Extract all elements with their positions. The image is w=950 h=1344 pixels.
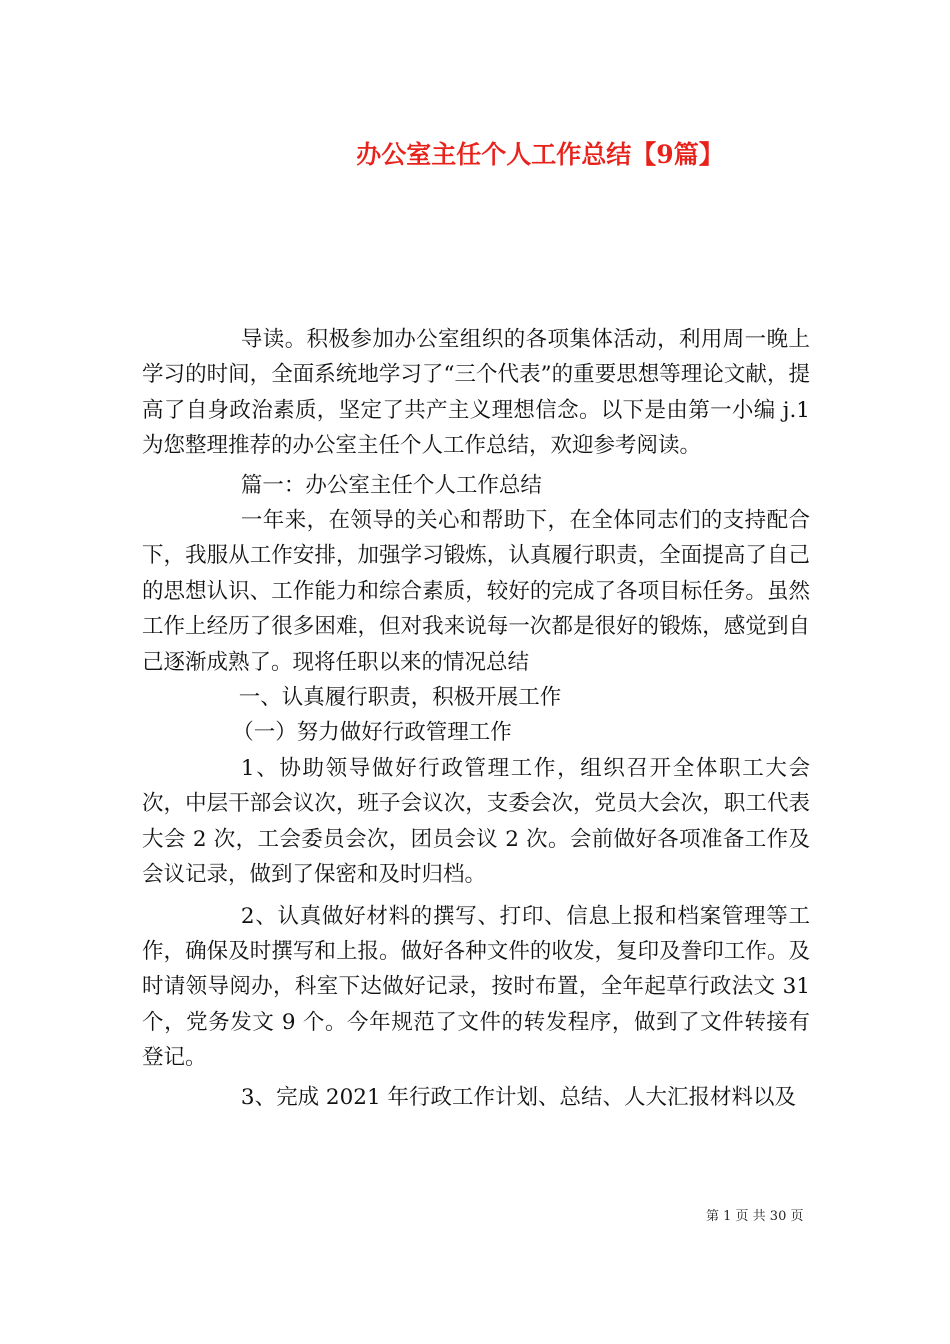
list-item-2: 2、认真做好材料的撰写、打印、信息上报和档案管理等工作，确保及时撰写和上报。做好各种文件的收发，复印及誊印工作。及时请领导阅办，科室下达做好记录，按时布置，全年起草行政法文 31 个，党务发文 9 个。今年规范了文件的转发程序，做到了文件转接有登记。: [142, 903, 810, 1071]
heading-level-2: （一）努力做好行政管理工作: [232, 720, 512, 746]
list-item-1: 1、协助领导做好行政管理工作，组织召开全体职工大会次，中层干部会议次，班子会议次，支委会次，党员大会次，职工代表大会 2 次，工会委员会次，团员会议 2 次。会前做好各项准备工作及会议记录，做到了保密和及时归档。: [142, 755, 810, 888]
document-title: 办公室主任个人工作总结【9篇】: [356, 140, 724, 169]
paragraph-overview: 一年来，在领导的关心和帮助下，在全体同志们的支持配合下，我服从工作安排，加强学习锻炼，认真履行职责，全面提高了自己的思想认识、工作能力和综合素质，较好的完成了各项目标任务。虽然工作上经历了很多困难，但对我来说每一次都是很好的锻炼，感觉到自己逐渐成熟了。现将任职以来的情况总结: [142, 508, 810, 675]
document-body: [142, 322, 810, 1115]
section-heading-part-one: 篇一：办公室主任个人工作总结: [240, 472, 542, 498]
page-number-footer: 第 1 页 共 30 页: [706, 1209, 804, 1224]
intro-paragraph: 导读。积极参加办公室组织的各项集体活动，利用周一晚上学习的时间，全面系统地学习了“三个代表”的重要思想等理论文献，提高了自身政治素质，坚定了共产主义理想信念。以下是由第一小编 j.1 为您整理推荐的办公室主任个人工作总结，欢迎参考阅读。: [142, 327, 810, 459]
heading-level-1: 一、认真履行职责，积极开展工作: [238, 685, 562, 711]
list-item-3: 3、完成 2021 年行政工作计划、总结、人大汇报材料以及: [240, 1084, 796, 1110]
